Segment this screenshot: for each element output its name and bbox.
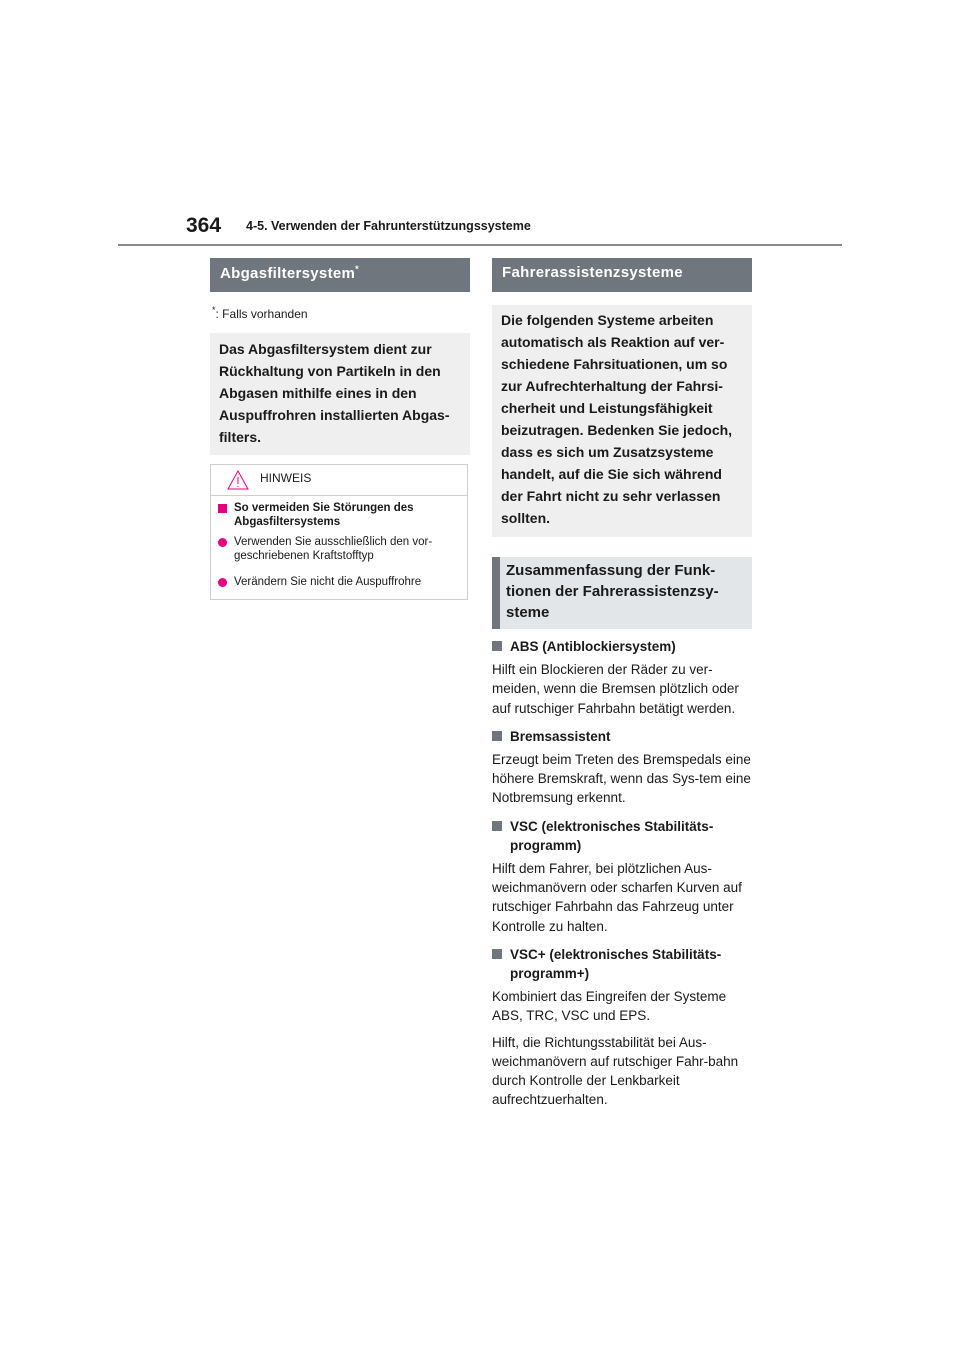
- item-text: Erzeugt beim Treten des Bremspedals eine höhere Bremskraft, wenn das Sys-tem eine Notbremsung erkennt.: [492, 751, 751, 806]
- square-bullet-icon: [492, 821, 502, 831]
- item-title: [492, 727, 752, 746]
- summary-abgasfilter: Das Abgasfiltersystem dient zur Rückhaltung von Partikeln in den Abgasen mithilfe eines in den Auspuffrohren installierten Abgas-filters.: [210, 333, 470, 455]
- item-title: [492, 637, 752, 656]
- item-title-text: ABS (Antiblockiersystem): [510, 639, 676, 654]
- heading-text: Abgasfiltersystem: [220, 265, 356, 282]
- summary-fahrerassistenz: Die folgenden Systeme arbeiten automatisch als Reaktion auf ver-schiedene Fahrsituationen, um so zur Aufrechterhaltung der Fahrsi-cherheit und Leistungsfähigkeit beizutragen. Bedenken Sie jedoch, dass es sich um Zusatzsysteme handelt, auf die Sie sich während der Fahrt nicht zu sehr verlassen sollten.: [492, 305, 752, 537]
- note-box: [210, 464, 468, 600]
- heading-fahrerassistenzsysteme: Fahrerassistenzsysteme: [492, 258, 752, 292]
- item-text: Hilft, die Richtungsstabilität bei Aus-weichmanövern auf rutschiger Fahr-bahn durch Kontrolle der Lenkbarkeit aufrechtzuerhalten.: [492, 1034, 739, 1108]
- item-title-text: VSC+ (elektronisches Stabilitäts-programm+): [510, 946, 722, 981]
- header-rule: [118, 244, 842, 246]
- subheading-zusammenfassung: Zusammenfassung der Funk-tionen der Fahrerassistenzsy-steme: [492, 557, 752, 629]
- section-title: 4-5. Verwenden der Fahrunterstützungssysteme: [246, 219, 531, 233]
- square-bullet-icon: [492, 949, 502, 959]
- heading-abgasfiltersystem: [210, 258, 470, 292]
- dot-bullet-icon: [218, 578, 227, 587]
- square-bullet-icon: [492, 731, 502, 741]
- page-number: 364: [186, 214, 222, 237]
- footnote-mark: *: [212, 305, 216, 315]
- footnote: [212, 305, 470, 321]
- heading-footnote-mark: *: [355, 264, 359, 274]
- note-item: [217, 535, 461, 563]
- footnote-text: : Falls vorhanden: [215, 307, 308, 321]
- item-title: [492, 945, 752, 983]
- note-title: [217, 501, 461, 529]
- left-column: [210, 258, 470, 600]
- note-title-text: So vermeiden Sie Störungen des Abgasfiltersystems: [234, 502, 414, 528]
- warning-triangle-icon: [227, 470, 249, 490]
- note-label: HINWEIS: [260, 471, 312, 485]
- item-text: Kombiniert das Eingreifen der Systeme ABS, TRC, VSC und EPS.: [492, 988, 727, 1024]
- square-bullet-icon: [218, 504, 227, 513]
- dot-bullet-icon: [218, 538, 227, 547]
- note-header: [211, 465, 467, 496]
- item-title-text: VSC (elektronisches Stabilitäts-programm): [510, 818, 714, 853]
- item-title: [492, 817, 752, 855]
- item-title-text: Bremsassistent: [510, 728, 611, 744]
- note-item-text: Verwenden Sie ausschließlich den vor-geschriebenen Kraftstofftyp: [234, 536, 433, 562]
- item-text: Hilft dem Fahrer, bei plötzlichen Aus-weichmanövern oder scharfen Kurven auf rutschiger Fahrbahn das Fahrzeug unter Kontrolle zu halten.: [492, 860, 742, 934]
- note-item: [217, 575, 461, 589]
- square-bullet-icon: [492, 641, 502, 651]
- right-column: [492, 258, 752, 1110]
- note-body: [211, 496, 467, 599]
- item-text: Hilft ein Blockieren der Räder zu ver-meiden, wenn die Bremsen plötzlich oder auf rutschiger Fahrbahn betätigt werden.: [492, 662, 739, 716]
- note-item-text: Verändern Sie nicht die Auspuffrohre: [234, 576, 422, 588]
